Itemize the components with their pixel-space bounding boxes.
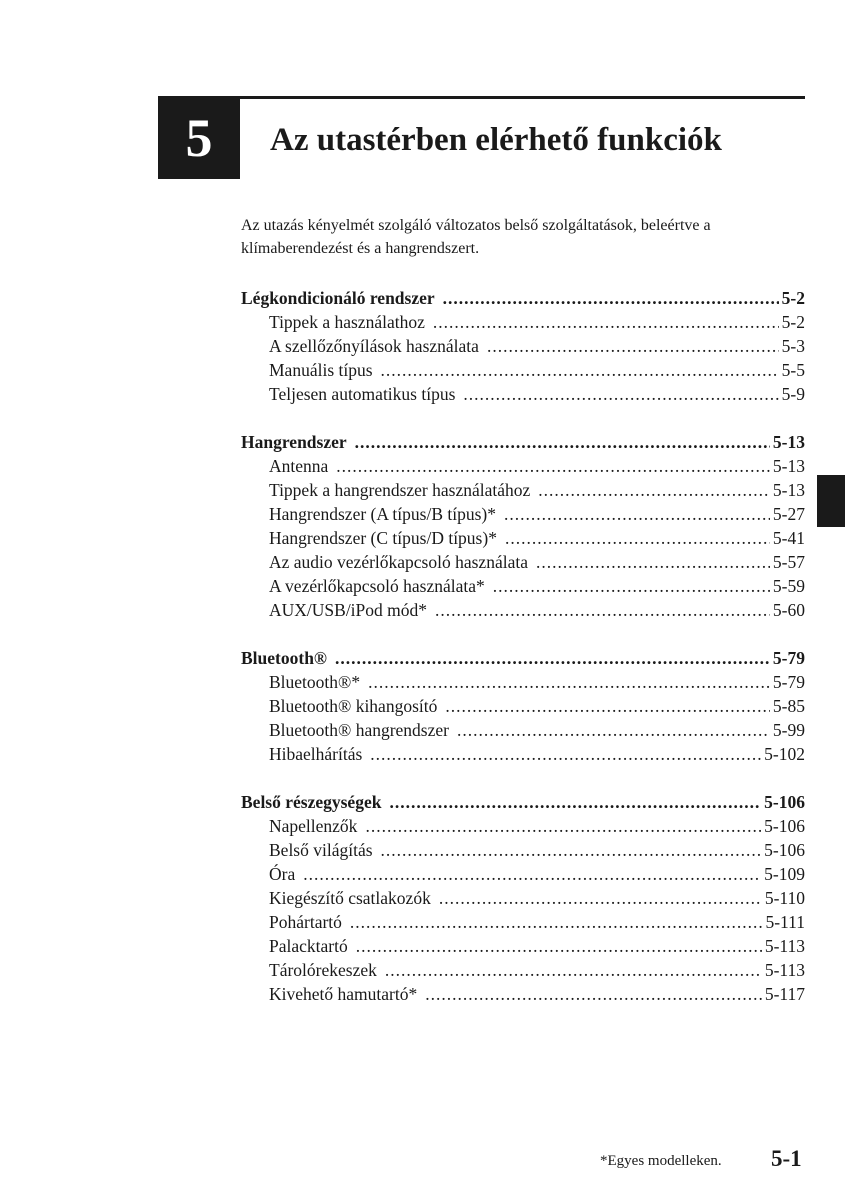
toc-entry-title: Bluetooth® kihangosító (269, 696, 438, 716)
toc-entry-title: A vezérlőkapcsoló használata* (269, 576, 485, 596)
toc-entry-page: 5-60 (772, 600, 805, 620)
toc-entry-page: 5-57 (772, 552, 805, 572)
toc-entry[interactable] (241, 910, 805, 934)
toc-entry[interactable] (241, 814, 805, 838)
toc-entry-page: 5-3 (781, 336, 805, 356)
toc-entry-page: 5-13 (772, 480, 805, 500)
toc-entry-title: A szellőzőnyílások használata (269, 336, 479, 356)
toc-entry-page: 5-9 (781, 384, 805, 404)
toc-entry[interactable] (241, 310, 805, 334)
dot-leader (443, 286, 779, 310)
chapter-number-box (158, 96, 240, 179)
toc-entry-title: Az audio vezérlőkapcsoló használata (269, 552, 528, 572)
dot-leader (356, 934, 762, 958)
toc-section (241, 286, 805, 406)
toc-entry-title: Antenna (269, 456, 329, 476)
dot-leader (303, 862, 761, 886)
toc-entry-title: Pohártartó (269, 912, 342, 932)
toc-entry-title: Palacktartó (269, 936, 348, 956)
toc-entry-title: Kiegészítő csatlakozók (269, 888, 431, 908)
page-number: 5-1 (771, 1146, 802, 1171)
dot-leader (381, 358, 779, 382)
toc-entry[interactable] (241, 718, 805, 742)
toc-entry-page: 5-59 (772, 576, 805, 596)
toc-entry-title: Hangrendszer (A típus/B típus)* (269, 504, 496, 524)
dot-leader (463, 382, 778, 406)
toc-entry[interactable] (241, 598, 805, 622)
dot-leader (368, 670, 770, 694)
toc-entry[interactable] (241, 526, 805, 550)
toc-entry-title: Teljesen automatikus típus (269, 384, 456, 404)
toc-entry-page: 5-117 (764, 984, 805, 1004)
toc-section-heading-page: 5-106 (764, 792, 805, 812)
dot-leader (389, 790, 761, 814)
toc-entry[interactable] (241, 502, 805, 526)
dot-leader (536, 550, 770, 574)
toc-section-heading-title: Belső részegységek (241, 792, 382, 812)
footnote: *Egyes modelleken. (600, 1153, 722, 1169)
toc-entry-page: 5-111 (765, 912, 805, 932)
toc-entry-page: 5-102 (764, 744, 805, 764)
toc-entry-title: Tippek a hangrendszer használatához (269, 480, 531, 500)
chapter-number: 5 (185, 107, 213, 168)
dot-leader (505, 526, 770, 550)
dot-leader (439, 886, 762, 910)
dot-leader (445, 694, 770, 718)
toc-section-heading-page: 5-79 (772, 648, 805, 668)
toc-entry-page: 5-113 (764, 960, 805, 980)
toc-section-heading[interactable] (241, 430, 805, 454)
chapter-thumb-tab (817, 475, 845, 527)
toc-entry[interactable] (241, 670, 805, 694)
toc-entry-title: Napellenzők (269, 816, 358, 836)
dot-leader (538, 478, 770, 502)
dot-leader (435, 598, 770, 622)
dot-leader (457, 718, 770, 742)
toc-entry-title: Óra (269, 864, 296, 884)
toc-entry[interactable] (241, 862, 805, 886)
toc-entry[interactable] (241, 334, 805, 358)
toc-entry-page: 5-99 (772, 720, 805, 740)
toc-entry-title: Bluetooth®* (269, 672, 361, 692)
toc-entry-title: Tippek a használathoz (269, 312, 425, 332)
toc-entry-title: Hibaelhárítás (269, 744, 363, 764)
toc-entry[interactable] (241, 886, 805, 910)
toc-section (241, 790, 805, 1006)
dot-leader (365, 814, 761, 838)
dot-leader (433, 310, 779, 334)
table-of-contents (241, 286, 805, 1030)
toc-entry[interactable] (241, 958, 805, 982)
dot-leader (385, 958, 762, 982)
toc-entry-title: Belső világítás (269, 840, 373, 860)
toc-entry[interactable] (241, 382, 805, 406)
toc-entry-page: 5-13 (772, 456, 805, 476)
toc-entry-title: Hangrendszer (C típus/D típus)* (269, 528, 497, 548)
toc-section (241, 646, 805, 766)
toc-section-heading-title: Légkondicionáló rendszer (241, 288, 435, 308)
toc-entry-title: AUX/USB/iPod mód* (269, 600, 428, 620)
dot-leader (335, 646, 770, 670)
toc-section-heading-title: Bluetooth® (241, 648, 327, 668)
toc-section (241, 430, 805, 622)
dot-leader (425, 982, 762, 1006)
toc-entry-title: Bluetooth® hangrendszer (269, 720, 449, 740)
toc-entry-page: 5-79 (772, 672, 805, 692)
toc-entry[interactable] (241, 358, 805, 382)
toc-entry-title: Kivehető hamutartó* (269, 984, 418, 1004)
chapter-title: Az utastérben elérhető funkciók (270, 122, 722, 158)
toc-entry[interactable] (241, 454, 805, 478)
toc-section-heading[interactable] (241, 790, 805, 814)
toc-section-heading[interactable] (241, 286, 805, 310)
toc-entry-page: 5-113 (764, 936, 805, 956)
toc-entry[interactable] (241, 550, 805, 574)
dot-leader (355, 430, 770, 454)
toc-entry-title: Tárolórekeszek (269, 960, 377, 980)
toc-entry-page: 5-110 (764, 888, 805, 908)
toc-entry-page: 5-85 (772, 696, 805, 716)
chapter-intro: Az utazás kényelmét szolgáló változatos belső szolgáltatások, beleértve a klímaberendezést és a hangrendszert. (241, 217, 711, 257)
toc-entry-page: 5-27 (772, 504, 805, 524)
toc-entry-page: 5-106 (764, 840, 805, 860)
toc-entry-page: 5-109 (764, 864, 805, 884)
toc-entry-title: Manuális típus (269, 360, 373, 380)
toc-section-heading[interactable] (241, 646, 805, 670)
toc-section-heading-page: 5-2 (781, 288, 805, 308)
dot-leader (487, 334, 779, 358)
toc-section-heading-title: Hangrendszer (241, 432, 347, 452)
toc-entry[interactable] (241, 934, 805, 958)
dot-leader (493, 574, 770, 598)
dot-leader (381, 838, 762, 862)
toc-entry[interactable] (241, 478, 805, 502)
toc-entry[interactable] (241, 574, 805, 598)
toc-entry-page: 5-5 (781, 360, 805, 380)
chapter-header-rule (240, 96, 805, 99)
toc-entry[interactable] (241, 982, 805, 1006)
toc-entry-page: 5-2 (781, 312, 805, 332)
dot-leader (350, 910, 763, 934)
toc-entry[interactable] (241, 838, 805, 862)
toc-entry[interactable] (241, 694, 805, 718)
dot-leader (370, 742, 761, 766)
toc-section-heading-page: 5-13 (772, 432, 805, 452)
toc-entry[interactable] (241, 742, 805, 766)
toc-entry-page: 5-106 (764, 816, 805, 836)
toc-entry-page: 5-41 (772, 528, 805, 548)
dot-leader (504, 502, 770, 526)
dot-leader (336, 454, 770, 478)
